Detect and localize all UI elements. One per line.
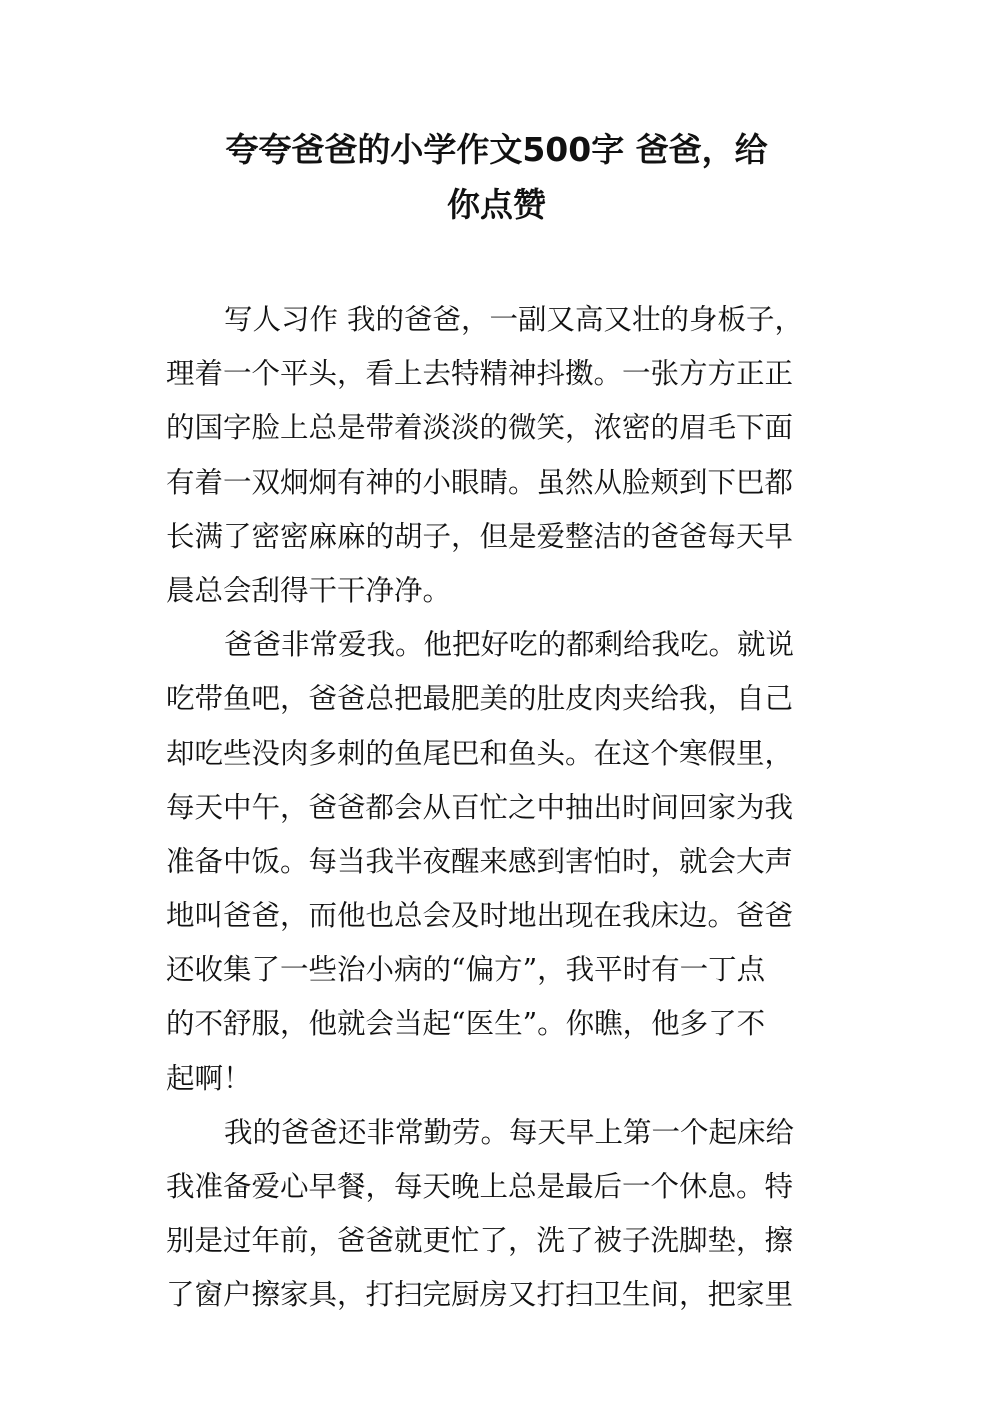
text-line: 地叫爸爸，而他也总会及时地出现在我床边。爸爸 [166,899,794,933]
text-line: 我的爸爸还非常勤劳。每天早上第一个起床给 [224,1115,795,1149]
paragraph-2 [166,618,828,1106]
paragraph-3 [166,1106,828,1323]
text-line: 写人习作 我的爸爸，一副又高又壮的身板子， [224,303,804,336]
text-line: 长满了密密麻麻的胡子，但是爱整洁的爸爸每天早 [166,519,794,553]
text-line: 了窗户擦家具，打扫完厨房又打扫卫生间，把家里 [166,1278,794,1312]
document-body [166,293,828,1323]
text-line: 吃带鱼吧，爸爸总把最肥美的肚皮肉夹给我，自己 [166,682,794,716]
text-line: 晨总会刮得干干净净。 [166,573,452,607]
text-line: 有着一双炯炯有神的小眼睛。虽然从脸颊到下巴都 [166,465,794,499]
text-line: 爸爸非常爱我。他把好吃的都剩给我吃。就说 [224,628,795,662]
text-line: 每天中午，爸爸都会从百忙之中抽出时间回家为我 [166,790,794,824]
text-line: 的国字脸上总是带着淡淡的微笑，浓密的眉毛下面 [166,411,794,445]
title-line: 你点赞 [447,185,546,224]
text-line: 别是过年前，爸爸就更忙了，洗了被子洗脚垫，擦 [166,1224,794,1258]
title-line: 夸夸爸爸的小学作文500字 爸爸，给 [225,130,768,169]
text-line: 起啊！ [166,1061,252,1095]
paragraph-1 [166,293,828,618]
text-line: 理着一个平头，看上去特精神抖擞。一张方方正正 [166,357,794,391]
text-line: 却吃些没肉多刺的鱼尾巴和鱼头。在这个寒假里， [166,736,794,770]
text-line: 还收集了一些治小病的“偏方”，我平时有一丁点 [166,953,766,987]
text-line: 我准备爱心早餐，每天晚上总是最后一个休息。特 [166,1170,794,1203]
text-line: 准备中饭。每当我半夜醒来感到害怕时，就会大声 [166,844,794,878]
text-line: 的不舒服，他就会当起“医生”。你瞧，他多了不 [166,1007,766,1041]
document-title [150,122,843,232]
